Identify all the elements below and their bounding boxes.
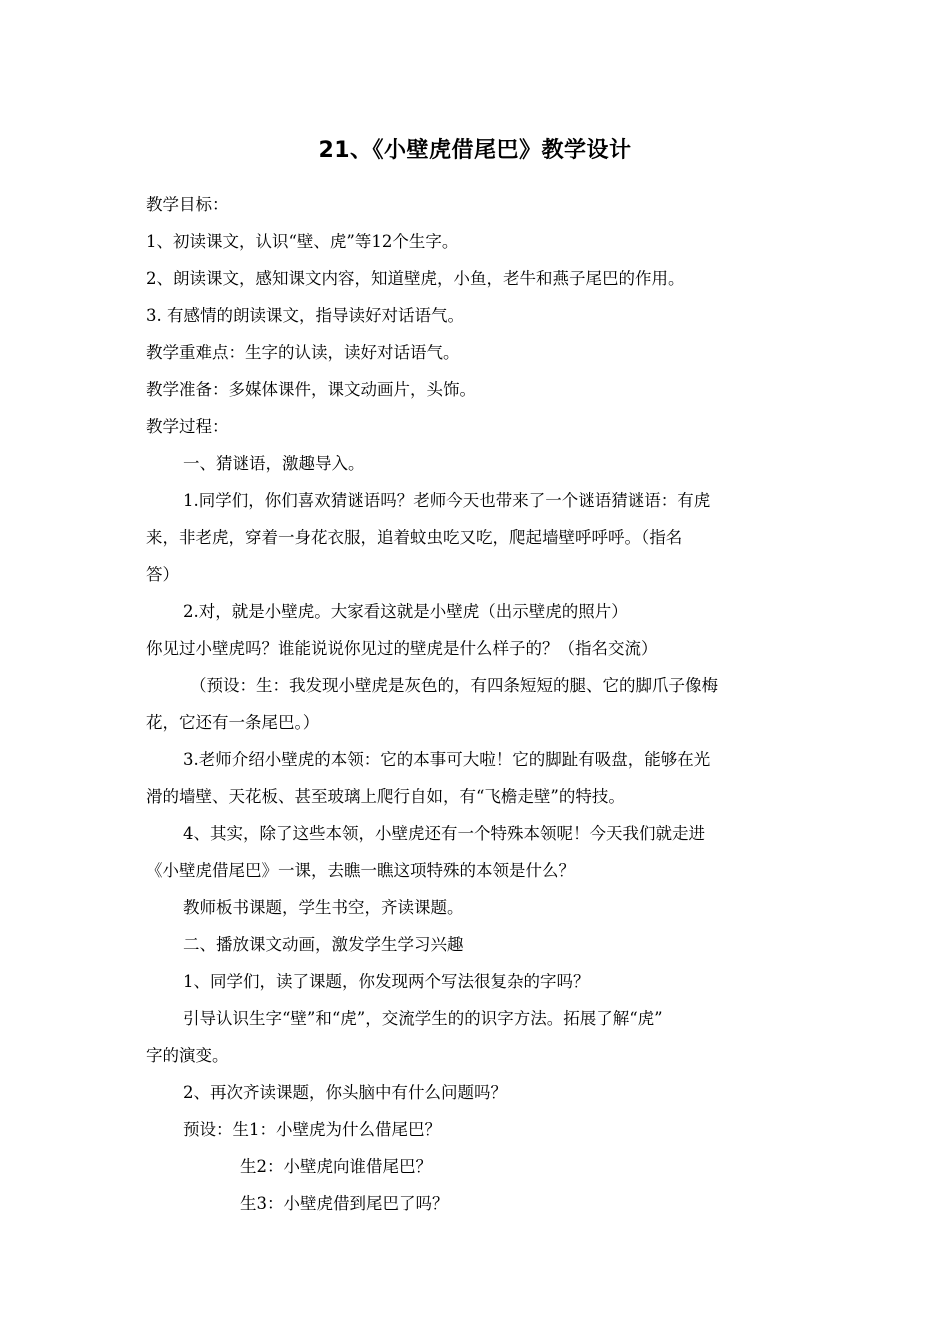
paragraph-line: 2、朗读课文，感知课文内容，知道壁虎，小鱼，老牛和燕子尾巴的作用。 bbox=[146, 269, 685, 288]
section-heading: 二、播放课文动画，激发学生学习兴趣 bbox=[183, 935, 464, 954]
paragraph-line: 1.同学们，你们喜欢猜谜语吗？老师今天也带来了一个谜语猜谜语：有虎 bbox=[183, 491, 711, 510]
document-title: 21、《小壁虎借尾巴》教学设计 bbox=[318, 138, 632, 163]
paragraph-line: 2.对，就是小壁虎。大家看这就是小壁虎（出示壁虎的照片） bbox=[183, 602, 628, 621]
paragraph-line: 来，非老虎，穿着一身花衣服，追着蚊虫吃又吃，爬起墙壁呼呼呼。（指名 bbox=[146, 528, 683, 547]
paragraph-line: 预设：生1：小壁虎为什么借尾巴？ bbox=[183, 1120, 441, 1139]
section-heading: 一、猜谜语，激趣导入。 bbox=[183, 454, 365, 473]
paragraph-line: 教学过程： bbox=[146, 417, 229, 436]
paragraph-line: 教学目标： bbox=[146, 195, 229, 214]
paragraph-line: 4、其实，除了这些本领，小壁虎还有一个特殊本领呢！今天我们就走进 bbox=[183, 824, 705, 843]
paragraph-line: 《小壁虎借尾巴》一课，去瞧一瞧这项特殊的本领是什么？ bbox=[146, 861, 575, 880]
paragraph-line: 教学重难点：生字的认读，读好对话语气。 bbox=[146, 343, 460, 362]
paragraph-line: 你见过小壁虎吗？谁能说说你见过的壁虎是什么样子的？（指名交流） bbox=[146, 639, 658, 658]
paragraph-line: 2、再次齐读课题，你头脑中有什么问题吗？ bbox=[183, 1083, 507, 1102]
paragraph-line: 花，它还有一条尾巴。） bbox=[146, 713, 320, 732]
paragraph-line: 引导认识生字“壁”和“虎”，交流学生的的识字方法。拓展了解“虎” bbox=[183, 1009, 663, 1028]
paragraph-line: 1、同学们，读了课题，你发现两个写法很复杂的字吗？ bbox=[183, 972, 590, 991]
paragraph-line: （预设：生：我发现小壁虎是灰色的，有四条短短的腿、它的脚爪子像梅 bbox=[190, 676, 718, 695]
paragraph-line: 字的演变。 bbox=[146, 1046, 229, 1065]
paragraph-line: 教学准备：多媒体课件，课文动画片，头饰。 bbox=[146, 380, 476, 399]
paragraph-line: 滑的墙壁、天花板、甚至玻璃上爬行自如，有“飞檐走壁”的特技。 bbox=[146, 787, 625, 806]
paragraph-line: 生2：小壁虎向谁借尾巴？ bbox=[240, 1157, 432, 1176]
paragraph-line: 生3：小壁虎借到尾巴了吗？ bbox=[240, 1194, 449, 1213]
paragraph-line: 3.老师介绍小壁虎的本领：它的本事可大啦！它的脚趾有吸盘，能够在光 bbox=[183, 750, 711, 769]
paragraph-line: 1、初读课文，认识“壁、虎”等12个生字。 bbox=[146, 232, 459, 251]
document-body bbox=[146, 186, 806, 1222]
paragraph-line: 答） bbox=[146, 565, 179, 584]
paragraph-line: 教师板书课题，学生书空，齐读课题。 bbox=[183, 898, 464, 917]
paragraph-line: 3. 有感情的朗读课文，指导读好对话语气。 bbox=[146, 306, 464, 325]
